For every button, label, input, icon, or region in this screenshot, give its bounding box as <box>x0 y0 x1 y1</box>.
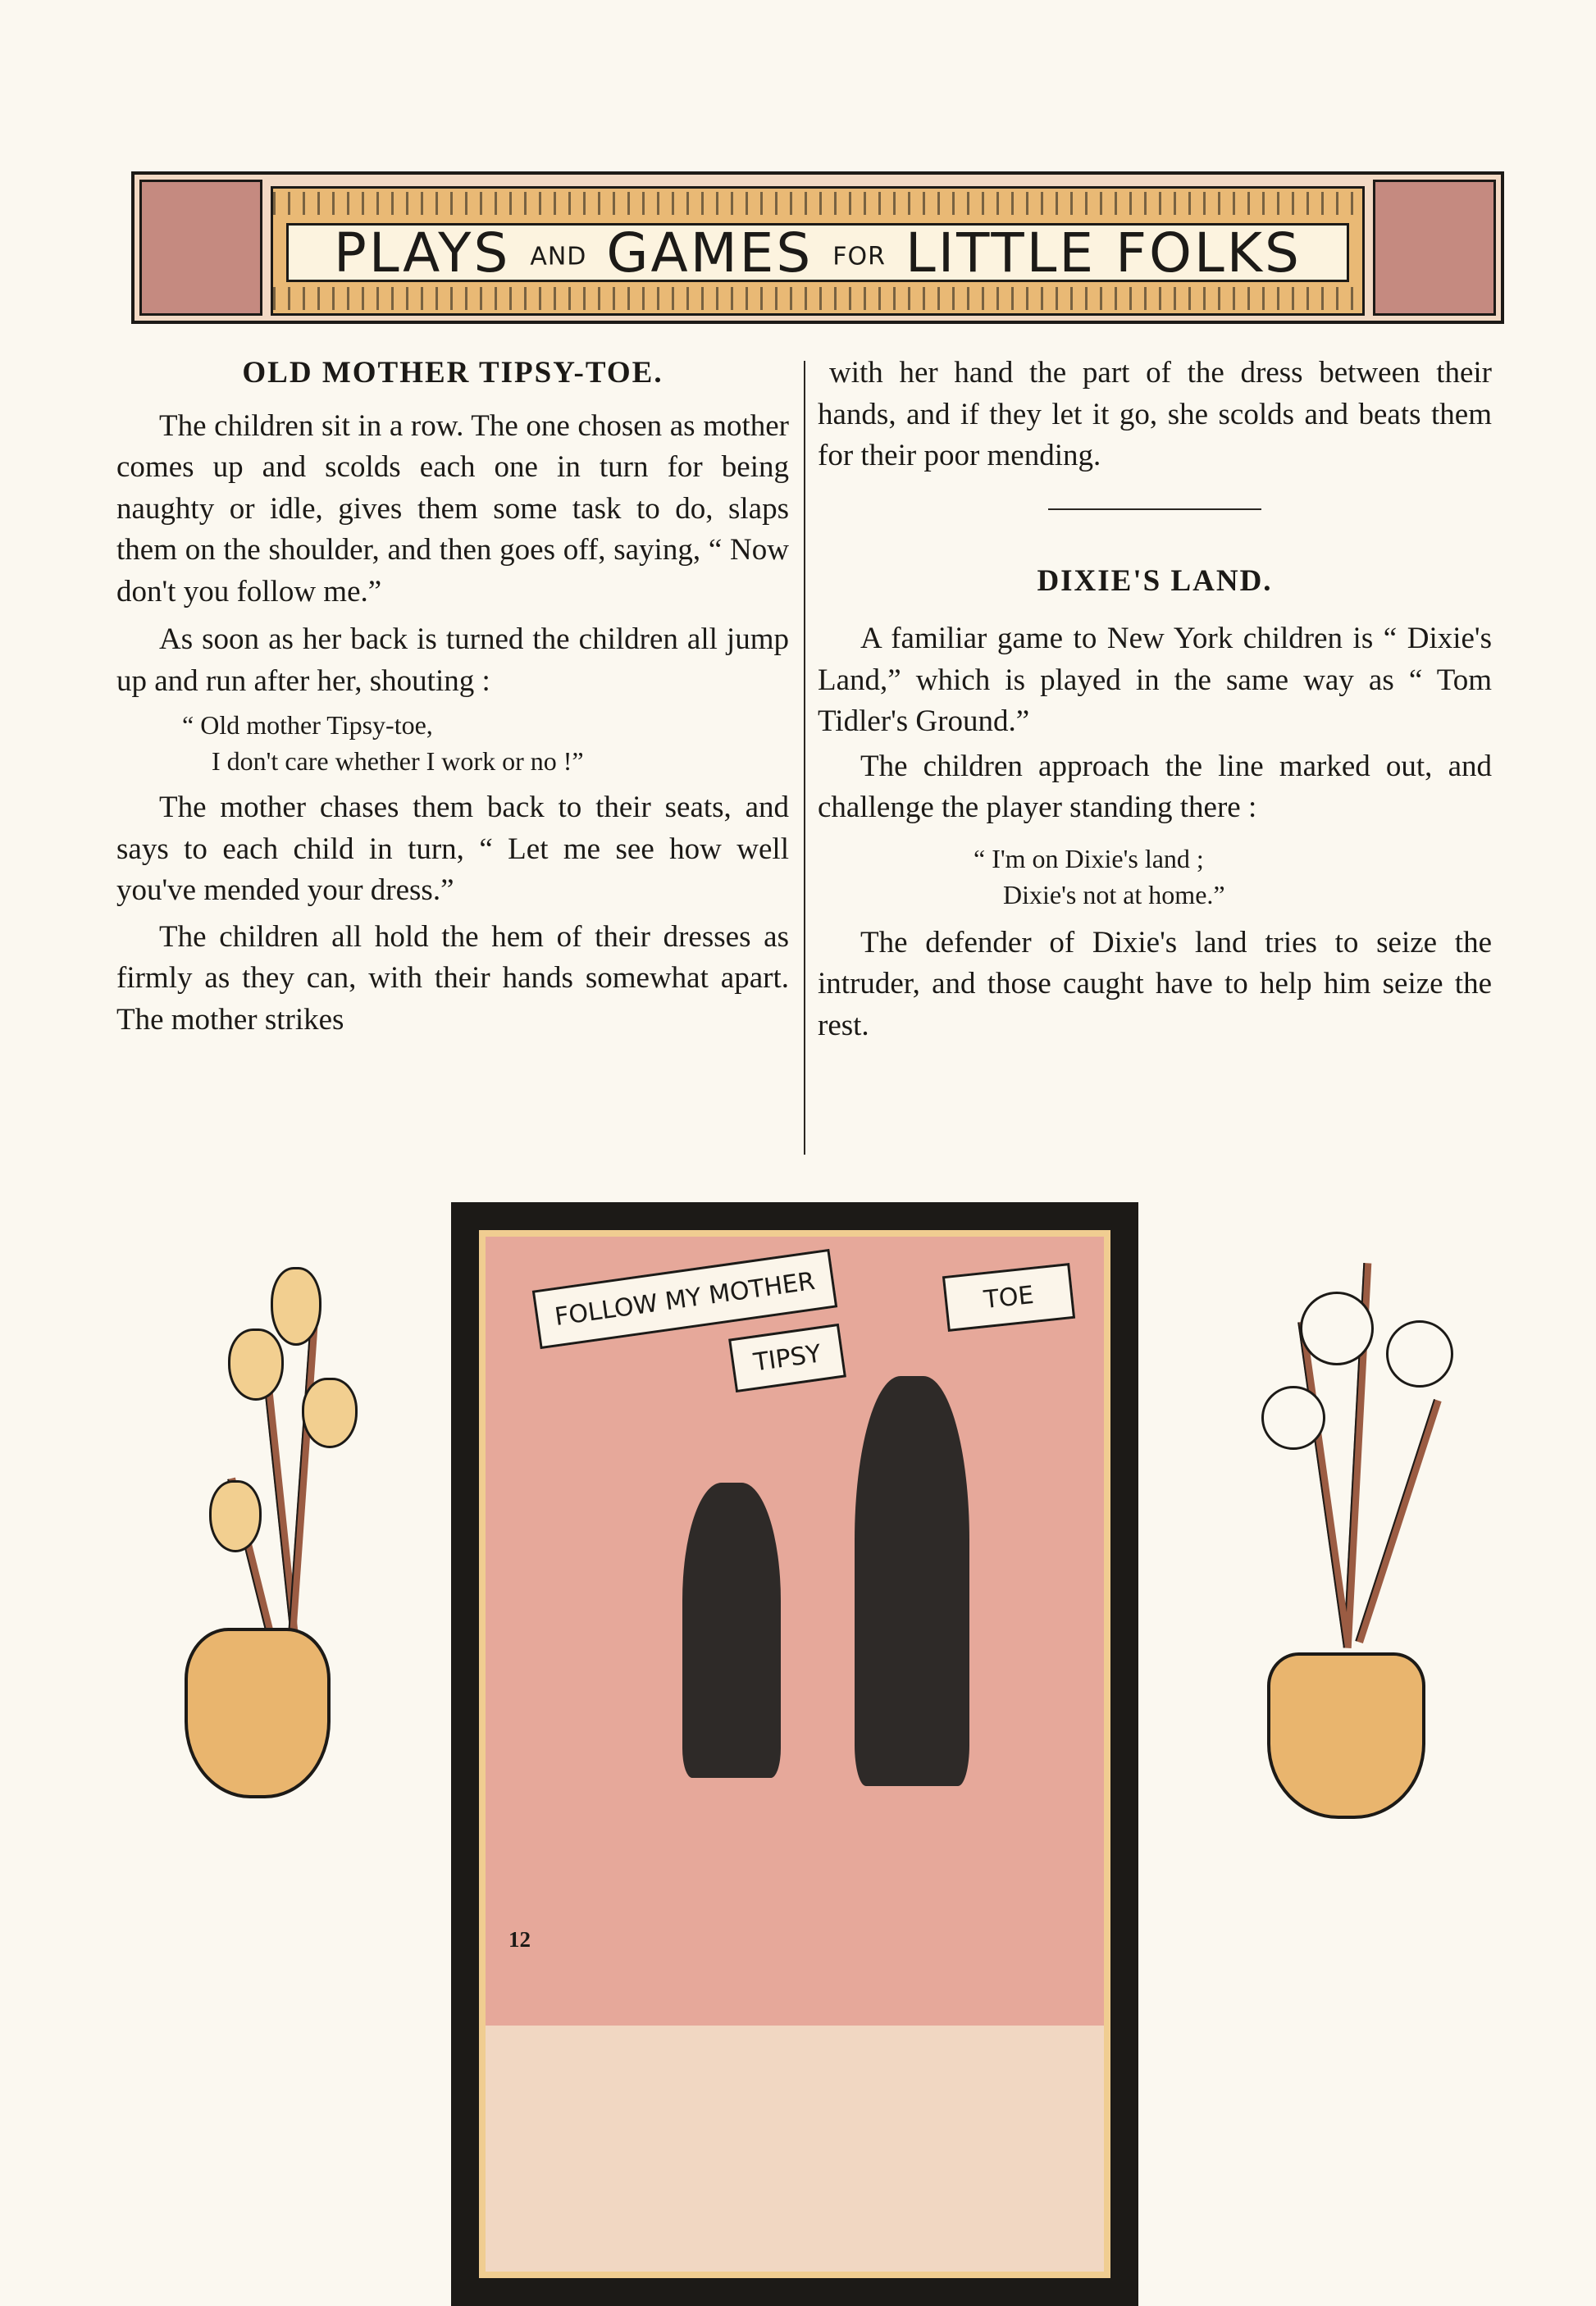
illustration-plate <box>451 1202 1138 2306</box>
ribbon-label: FOLLOW MY MOTHER <box>532 1249 837 1349</box>
title-word-for: FOR <box>832 241 886 271</box>
stem <box>288 1312 318 1632</box>
ribbon-label: TIPSY <box>728 1324 846 1392</box>
paragraph: with her hand the part of the dress between their hands, and if they let it go, she scolds and beats them for their poor mending. <box>818 356 1492 472</box>
title-box <box>286 221 1349 285</box>
tulip-flower-icon <box>302 1378 358 1448</box>
sun-ornament-icon <box>1373 180 1496 316</box>
verse-line: “ Old mother Tipsy-toe, <box>182 710 433 740</box>
vase-icon <box>185 1628 331 1798</box>
ribbon-label: TOE <box>942 1263 1075 1332</box>
title-word-plays: PLAYS <box>334 221 511 285</box>
title-word-and: AND <box>530 241 587 271</box>
paragraph: The defender of Dixie's land tries to seize the intruder, and those caught have to help him seize the rest. <box>818 925 1492 1042</box>
paragraph: As soon as her back is turned the children all jump up and run after her, shouting : <box>116 622 789 698</box>
left-column <box>116 353 789 1041</box>
scroll-ornament <box>273 192 1362 215</box>
daffodil-flower-icon <box>1300 1292 1374 1365</box>
tulip-flower-icon <box>271 1267 321 1346</box>
verse <box>182 707 789 779</box>
verse <box>974 841 1492 913</box>
mother-figure <box>855 1376 969 1786</box>
tulip-flower-icon <box>209 1480 262 1552</box>
verse-line: I don't care whether I work or no !” <box>212 746 584 776</box>
verse-line: Dixie's not at home.” <box>1003 879 1225 909</box>
verse-line: “ I'm on Dixie's land ; <box>974 843 1204 873</box>
paragraph: A familiar game to New York children is “ Dixie's Land,” which is played in the same way as “ Tom Tidler's Ground.” <box>818 622 1492 738</box>
scene-ground <box>486 2026 1104 2272</box>
sun-ornament-icon <box>139 180 262 316</box>
paragraph: The children approach the line marked out, and challenge the player standing there : <box>818 749 1492 824</box>
title-banner <box>131 171 1504 324</box>
tulip-flower-icon <box>228 1328 284 1401</box>
page-number: 12 <box>508 1927 531 1952</box>
stem <box>1355 1399 1441 1643</box>
page-title <box>334 221 1302 285</box>
illustration-scene <box>479 1230 1110 2278</box>
banner-strip <box>271 186 1365 316</box>
right-column <box>818 353 1492 1046</box>
paragraph: The children all hold the hem of their dresses as firmly as they can, with their hands somewhat apart. The mother strikes <box>116 919 789 1037</box>
title-word-games: GAMES <box>606 221 814 285</box>
section-heading-tipsy-toe: OLD MOTHER TIPSY-TOE. <box>242 356 663 390</box>
section-rule <box>1048 508 1261 510</box>
title-word-little-folks: LITTLE FOLKS <box>905 221 1302 285</box>
paragraph: The children sit in a row. The one chosen as mother comes up and scolds each one in turn for being naughty or idle, gives them some task to do, slaps them on the shoulder, and then goes off, saying, “ Now don't you follow me.” <box>116 408 789 608</box>
daffodil-flower-icon <box>1386 1320 1453 1388</box>
scroll-ornament <box>273 287 1362 310</box>
stem <box>1297 1321 1352 1647</box>
vase-icon <box>1267 1652 1425 1819</box>
column-divider <box>804 361 805 1155</box>
section-heading-dixies-land: DIXIE'S LAND. <box>1037 563 1273 598</box>
daffodil-flower-icon <box>1261 1386 1325 1450</box>
girl-figure <box>682 1483 781 1778</box>
paragraph: The mother chases them back to their seats, and says to each child in turn, “ Let me see how well you've mended your dress.” <box>116 791 789 907</box>
